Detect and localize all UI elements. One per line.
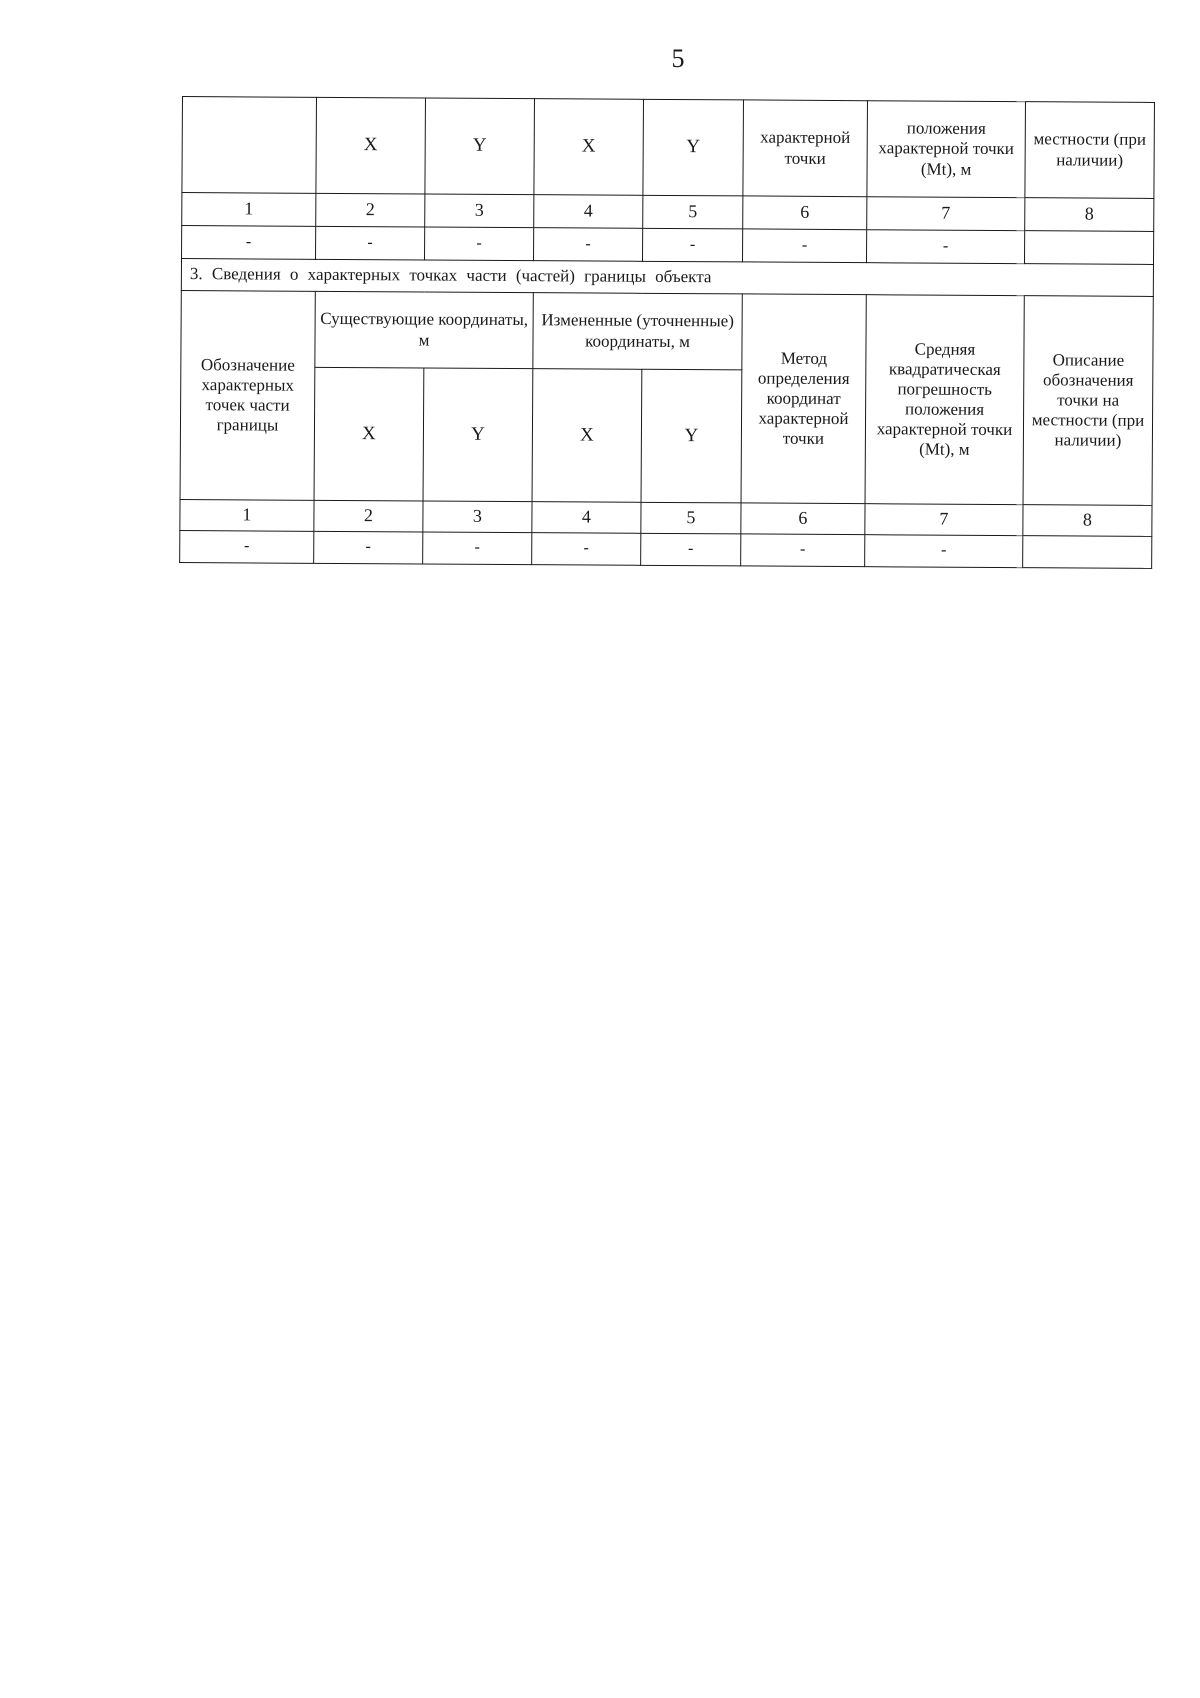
table1-number-cell: 1 xyxy=(182,193,316,227)
table1-header-cell: положения характерной точки (Mt), м xyxy=(867,101,1026,198)
existing-coords-header: Существующие координаты, м xyxy=(315,291,533,368)
section3-data-cell: - xyxy=(641,533,741,566)
section3-number-cell: 6 xyxy=(741,503,865,535)
changed-coords-header: Измененные (уточненные) координаты, м xyxy=(533,293,742,370)
table1-number-cell: 4 xyxy=(534,195,643,229)
section3-data-cell: - xyxy=(865,535,1023,568)
table1-data-cell: - xyxy=(182,226,316,260)
table1-header-cell: Y xyxy=(643,99,744,196)
error-header: Средняя квадратическая погрешность положения характерной точки (Mt), м xyxy=(865,295,1024,505)
section3-data-row xyxy=(180,530,1152,568)
axis-y-cell: Y xyxy=(641,369,742,503)
section3-number-cell: 2 xyxy=(314,500,423,532)
page-number: 5 xyxy=(671,44,685,73)
section3-number-cell: 5 xyxy=(641,502,741,534)
section3-number-cell: 1 xyxy=(180,499,314,531)
section3-header-row xyxy=(181,290,1153,372)
table1-number-cell: 5 xyxy=(643,195,743,229)
table1-data-cell: - xyxy=(316,226,425,260)
table1-data-cell: - xyxy=(742,229,866,263)
axis-x-cell: X xyxy=(314,367,424,501)
table1-data-cell xyxy=(1024,231,1153,265)
coordinates-table xyxy=(179,96,1155,569)
table1-number-cell: 7 xyxy=(867,197,1025,231)
table1-data-cell: - xyxy=(534,228,643,262)
axis-x-cell: X xyxy=(532,369,642,503)
section3-data-cell: - xyxy=(423,532,532,565)
section3-number-cell: 7 xyxy=(865,504,1023,536)
table1-header-row xyxy=(182,97,1155,199)
section3-data-cell: - xyxy=(314,531,423,564)
section3-title: 3. Сведения о характерных точках части (частей) границы объекта xyxy=(181,259,1153,297)
table1-header-cell xyxy=(182,97,317,194)
table1-header-cell: Y xyxy=(425,98,535,195)
table1-data-cell: - xyxy=(866,230,1024,264)
section3-data-cell: - xyxy=(532,533,641,566)
section3-data-cell: - xyxy=(741,534,865,567)
section3-number-cell: 3 xyxy=(423,501,532,533)
table1-number-cell: 6 xyxy=(743,196,867,230)
table1-number-cell: 2 xyxy=(316,193,425,227)
description-header: Описание обозначения точки на местности (при наличии) xyxy=(1023,296,1153,506)
section3-number-cell: 4 xyxy=(532,502,641,534)
table1-header-cell: местности (при наличии) xyxy=(1025,102,1155,199)
section3-number-cell: 8 xyxy=(1023,505,1152,537)
table1-number-cell: 8 xyxy=(1025,198,1154,232)
section3-data-cell: - xyxy=(180,530,314,563)
method-header: Метод определения координат характерной точки xyxy=(741,294,866,504)
axis-y-cell: Y xyxy=(423,368,533,502)
table1-number-cell: 3 xyxy=(425,194,534,228)
table1-data-cell: - xyxy=(642,228,742,262)
table1-header-cell: характерной точки xyxy=(743,100,868,197)
section3-data-cell xyxy=(1023,536,1152,569)
section3-col1-header: Обозначение характерных точек части границы xyxy=(180,290,315,500)
table1-header-cell: X xyxy=(534,99,644,196)
table1-header-cell: X xyxy=(316,97,426,194)
table1-data-cell: - xyxy=(425,227,534,261)
document-sheet xyxy=(179,96,1154,569)
